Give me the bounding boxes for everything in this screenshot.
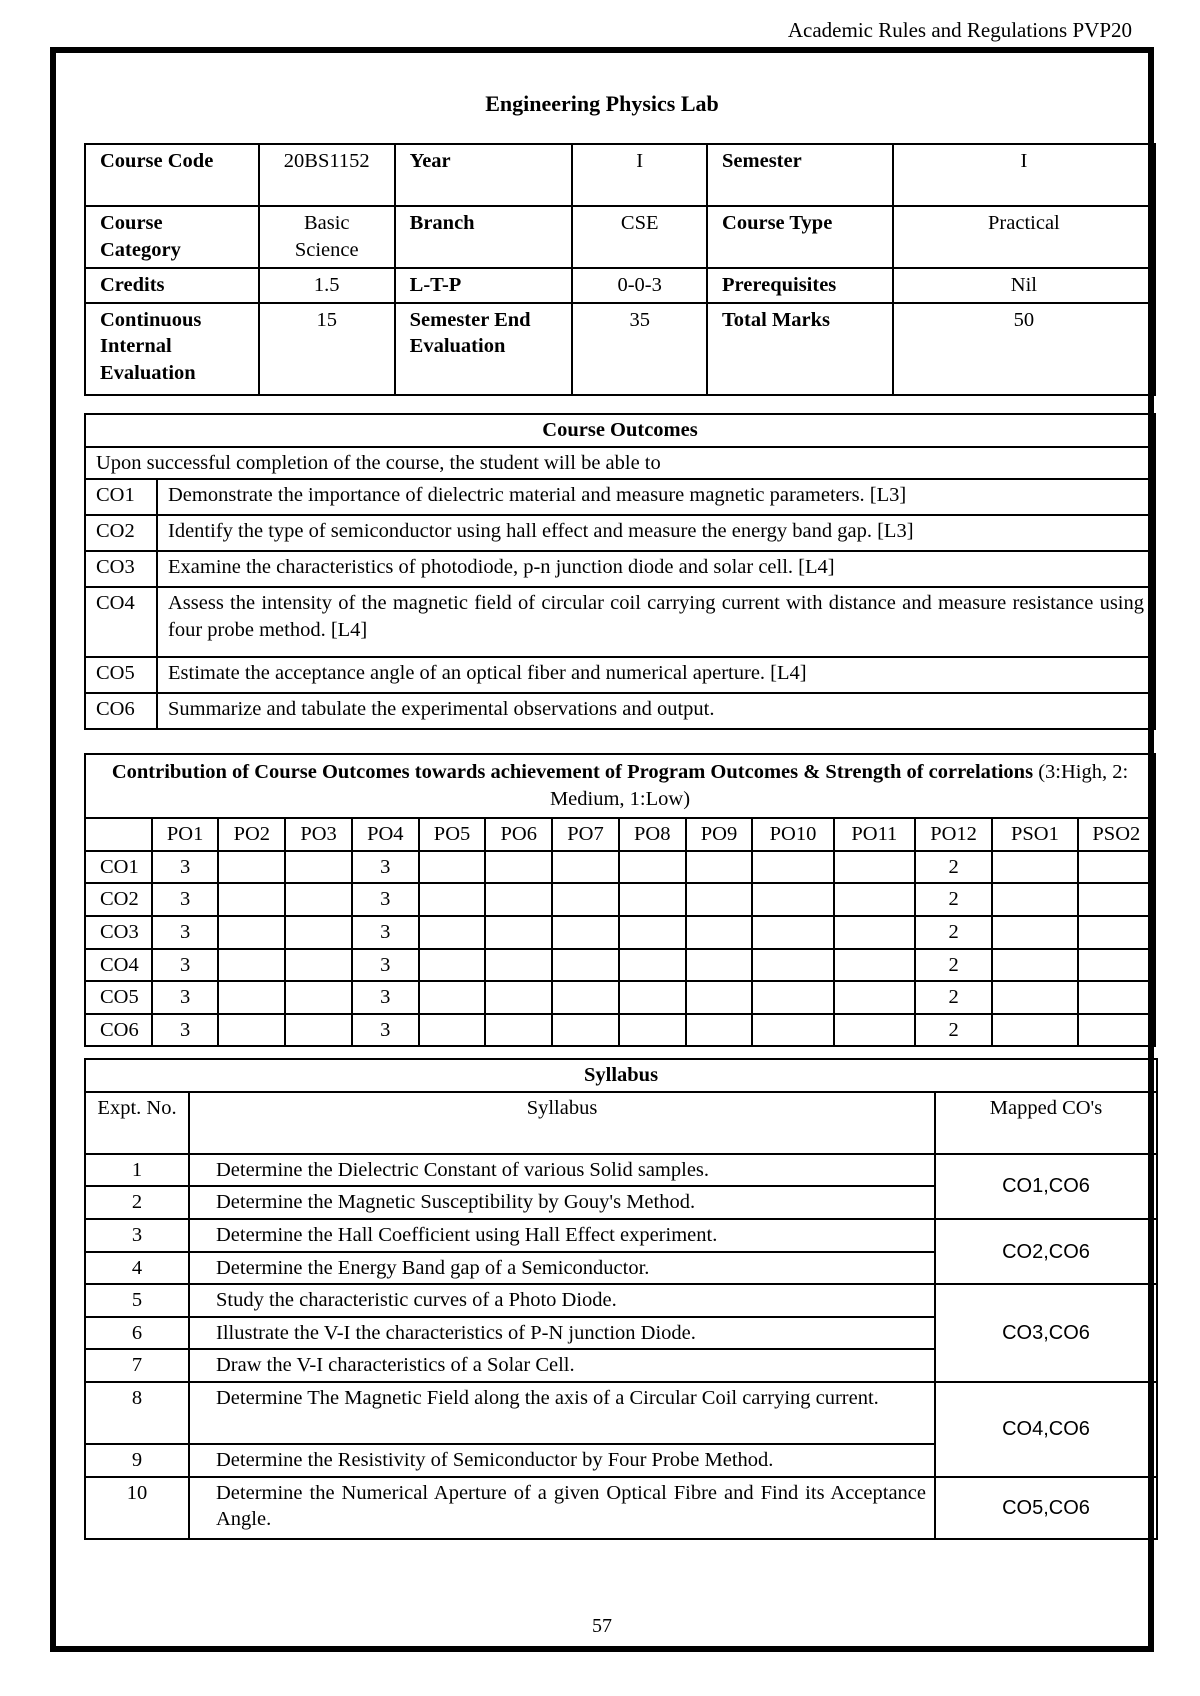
experiment-number: 10 — [85, 1477, 189, 1539]
syllabus-heading: Syllabus — [85, 1059, 1157, 1092]
mapping-cell — [552, 1014, 619, 1047]
experiment-number: 6 — [85, 1317, 189, 1350]
see-label: Semester End Evaluation — [395, 303, 573, 395]
course-code-label: Course Code — [85, 144, 259, 206]
mapping-cell — [992, 981, 1078, 1014]
mapping-cell — [619, 1014, 686, 1047]
mapping-cell — [834, 851, 915, 884]
po-column-header: PO10 — [752, 818, 833, 851]
mapping-cell — [686, 981, 753, 1014]
experiment-number: 5 — [85, 1284, 189, 1317]
experiment-text: Determine the Hall Coefficient using Hall Effect experiment. — [189, 1219, 935, 1252]
mapping-cell — [485, 1014, 552, 1047]
mapping-cell — [834, 949, 915, 982]
po-column-header: PO2 — [218, 818, 285, 851]
mapping-cell — [1078, 1014, 1155, 1047]
co-text: Summarize and tabulate the experimental observations and output. — [157, 693, 1155, 729]
mapping-cell — [686, 851, 753, 884]
mapping-co-code: CO5 — [85, 981, 152, 1014]
mapping-cell: 2 — [915, 916, 992, 949]
mapping-cell — [285, 916, 352, 949]
po-column-header: PO12 — [915, 818, 992, 851]
co-text: Assess the intensity of the magnetic field of circular coil carrying current with distance and measure resistance using four probe method. [L4] — [157, 587, 1155, 657]
cie: 15 — [259, 303, 395, 395]
cie-label: Continuous Internal Evaluation — [85, 303, 259, 395]
prerequisites-label: Prerequisites — [707, 268, 893, 303]
po-column-header: PSO1 — [992, 818, 1078, 851]
po-column-header: PO7 — [552, 818, 619, 851]
po-header-row — [85, 818, 1155, 851]
experiment-text: Determine the Dielectric Constant of various Solid samples. — [189, 1154, 935, 1187]
mapping-cell — [619, 851, 686, 884]
mapping-cell — [834, 981, 915, 1014]
mapping-cell — [552, 949, 619, 982]
course-outcomes-table — [84, 413, 1156, 730]
co-code: CO3 — [85, 551, 157, 587]
mapping-cell — [686, 883, 753, 916]
mapping-cell: 3 — [152, 851, 219, 884]
po-column-header: PO5 — [419, 818, 486, 851]
course-type-label: Course Type — [707, 206, 893, 268]
page-frame — [50, 47, 1154, 1652]
mapping-heading-scale: (3:High, 2: Medium, 1:Low) — [549, 761, 1129, 810]
po-column-header: PO6 — [485, 818, 552, 851]
experiment-number: 8 — [85, 1382, 189, 1444]
mapping-cell — [485, 916, 552, 949]
mapping-corner-cell — [85, 818, 152, 851]
experiment-number: 2 — [85, 1186, 189, 1219]
mapping-cell: 3 — [352, 883, 419, 916]
outcomes-intro: Upon successful completion of the course, the student will be able to — [85, 447, 1155, 480]
mapping-cell: 3 — [152, 1014, 219, 1047]
mapping-cell — [419, 883, 486, 916]
page-number: 57 — [592, 1615, 612, 1637]
mapping-cell: 3 — [352, 851, 419, 884]
mapping-cell — [552, 851, 619, 884]
experiment-number: 4 — [85, 1252, 189, 1285]
mapping-cell — [619, 981, 686, 1014]
mapped-cos: CO5,CO6 — [935, 1477, 1157, 1539]
semester: I — [893, 144, 1155, 206]
mapping-cell — [834, 883, 915, 916]
mapping-cell — [419, 1014, 486, 1047]
mapping-cell — [218, 1014, 285, 1047]
mapping-cell — [992, 949, 1078, 982]
po-column-header: PO11 — [834, 818, 915, 851]
mapping-cell — [485, 851, 552, 884]
mapping-cell — [552, 981, 619, 1014]
year-label: Year — [395, 144, 573, 206]
syllabus-table — [84, 1058, 1158, 1540]
credits-label: Credits — [85, 268, 259, 303]
mapping-cell — [619, 949, 686, 982]
mapping-cell — [992, 851, 1078, 884]
mapping-co-code: CO2 — [85, 883, 152, 916]
experiment-text: Determine the Magnetic Susceptibility by Gouy's Method. — [189, 1186, 935, 1219]
mapping-cell — [552, 883, 619, 916]
experiment-text: Determine The Magnetic Field along the axis of a Circular Coil carrying current. — [189, 1382, 935, 1444]
mapping-cell — [285, 851, 352, 884]
mapping-cell — [419, 949, 486, 982]
prerequisites: Nil — [893, 268, 1155, 303]
co-text: Examine the characteristics of photodiode, p-n junction diode and solar cell. [L4] — [157, 551, 1155, 587]
mapping-row — [85, 949, 1155, 982]
mapping-cell — [218, 981, 285, 1014]
co-text: Estimate the acceptance angle of an optical fiber and numerical aperture. [L4] — [157, 657, 1155, 693]
mapping-cell: 2 — [915, 949, 992, 982]
mapped-cos: CO1,CO6 — [935, 1154, 1157, 1219]
outcomes-heading: Course Outcomes — [85, 414, 1155, 447]
mapping-co-code: CO1 — [85, 851, 152, 884]
po-column-header: PO3 — [285, 818, 352, 851]
mapping-cell — [752, 1014, 833, 1047]
mapping-cell — [834, 1014, 915, 1047]
ltp-label: L-T-P — [395, 268, 573, 303]
course-type: Practical — [893, 206, 1155, 268]
see: 35 — [572, 303, 707, 395]
experiment-text: Draw the V-I characteristics of a Solar Cell. — [189, 1349, 935, 1382]
experiment-text: Determine the Numerical Aperture of a given Optical Fibre and Find its Acceptance Angle. — [189, 1477, 935, 1539]
mapping-cell: 3 — [352, 1014, 419, 1047]
total-marks: 50 — [893, 303, 1155, 395]
mapping-cell — [218, 851, 285, 884]
mapping-cell — [752, 851, 833, 884]
mapping-cell — [752, 981, 833, 1014]
mapping-cell: 2 — [915, 851, 992, 884]
experiment-text: Study the characteristic curves of a Photo Diode. — [189, 1284, 935, 1317]
mapping-cell — [419, 981, 486, 1014]
co-code: CO4 — [85, 587, 157, 657]
experiment-text: Determine the Energy Band gap of a Semiconductor. — [189, 1252, 935, 1285]
co-text: Demonstrate the importance of dielectric material and measure magnetic parameters. [L3] — [157, 479, 1155, 515]
mapping-cell: 3 — [152, 981, 219, 1014]
mapping-cell — [218, 883, 285, 916]
po-column-header: PO8 — [619, 818, 686, 851]
mapping-cell: 3 — [352, 981, 419, 1014]
experiment-number: 9 — [85, 1444, 189, 1477]
co-code: CO5 — [85, 657, 157, 693]
mapping-row — [85, 851, 1155, 884]
mapping-cell: 3 — [152, 916, 219, 949]
mapping-cell — [1078, 981, 1155, 1014]
mapping-cell — [686, 916, 753, 949]
page-title: Engineering Physics Lab — [485, 91, 719, 116]
co-text: Identify the type of semiconductor using hall effect and measure the energy band gap. [L3] — [157, 515, 1155, 551]
mapping-cell — [1078, 883, 1155, 916]
mapped-cos-header: Mapped CO's — [935, 1092, 1157, 1154]
mapping-cell — [485, 981, 552, 1014]
po-column-header: PO4 — [352, 818, 419, 851]
experiment-number: 1 — [85, 1154, 189, 1187]
year: I — [572, 144, 707, 206]
experiment-text: Illustrate the V-I the characteristics of P-N junction Diode. — [189, 1317, 935, 1350]
mapping-cell — [218, 916, 285, 949]
mapping-cell — [285, 949, 352, 982]
co-code: CO2 — [85, 515, 157, 551]
syllabus-header: Syllabus — [189, 1092, 935, 1154]
mapped-cos: CO3,CO6 — [935, 1284, 1157, 1382]
experiment-text: Determine the Resistivity of Semiconductor by Four Probe Method. — [189, 1444, 935, 1477]
mapping-cell — [285, 1014, 352, 1047]
mapping-cell — [1078, 949, 1155, 982]
mapping-co-code: CO3 — [85, 916, 152, 949]
mapping-cell: 3 — [352, 916, 419, 949]
mapping-cell — [485, 883, 552, 916]
ltp: 0-0-3 — [572, 268, 707, 303]
mapping-cell — [419, 851, 486, 884]
branch-label: Branch — [395, 206, 573, 268]
mapping-cell: 2 — [915, 1014, 992, 1047]
mapping-cell — [485, 949, 552, 982]
mapping-cell: 2 — [915, 981, 992, 1014]
document-header: Academic Rules and Regulations PVP20 — [787, 18, 1132, 42]
po-column-header: PSO2 — [1078, 818, 1155, 851]
mapping-cell — [1078, 851, 1155, 884]
mapping-row — [85, 1014, 1155, 1047]
mapping-cell: 3 — [152, 883, 219, 916]
mapping-cell — [552, 916, 619, 949]
mapping-cell — [752, 883, 833, 916]
mapping-cell — [992, 916, 1078, 949]
mapping-cell — [285, 883, 352, 916]
mapped-cos: CO2,CO6 — [935, 1219, 1157, 1284]
experiment-number: 3 — [85, 1219, 189, 1252]
co-code: CO6 — [85, 693, 157, 729]
semester-label: Semester — [707, 144, 893, 206]
mapping-heading — [85, 754, 1155, 818]
mapping-cell — [686, 949, 753, 982]
mapping-row — [85, 981, 1155, 1014]
branch: CSE — [572, 206, 707, 268]
mapping-cell: 3 — [152, 949, 219, 982]
experiment-number: 7 — [85, 1349, 189, 1382]
category-label: Course Category — [85, 206, 259, 268]
co-code: CO1 — [85, 479, 157, 515]
po-column-header: PO1 — [152, 818, 219, 851]
mapping-cell: 3 — [352, 949, 419, 982]
mapping-cell — [686, 1014, 753, 1047]
mapping-cell — [752, 949, 833, 982]
mapping-cell — [218, 949, 285, 982]
expt-no-header: Expt. No. — [85, 1092, 189, 1154]
credits: 1.5 — [259, 268, 395, 303]
mapping-co-code: CO6 — [85, 1014, 152, 1047]
total-marks-label: Total Marks — [707, 303, 893, 395]
mapping-cell — [619, 916, 686, 949]
mapping-cell — [619, 883, 686, 916]
mapping-co-code: CO4 — [85, 949, 152, 982]
mapped-cos: CO4,CO6 — [935, 1382, 1157, 1477]
mapping-row — [85, 883, 1155, 916]
mapping-cell — [1078, 916, 1155, 949]
mapping-cell: 2 — [915, 883, 992, 916]
mapping-heading-bold: Contribution of Course Outcomes towards achievement of Program Outcomes & Strength of correlations — [111, 761, 1034, 784]
mapping-cell — [752, 916, 833, 949]
mapping-cell — [992, 1014, 1078, 1047]
mapping-row — [85, 916, 1155, 949]
mapping-cell — [285, 981, 352, 1014]
co-po-mapping-table — [84, 753, 1156, 1047]
mapping-cell — [419, 916, 486, 949]
course-info-table — [84, 143, 1156, 396]
category: Basic Science — [259, 206, 395, 268]
mapping-cell — [834, 916, 915, 949]
course-code: 20BS1152 — [259, 144, 395, 206]
mapping-cell — [992, 883, 1078, 916]
po-column-header: PO9 — [686, 818, 753, 851]
